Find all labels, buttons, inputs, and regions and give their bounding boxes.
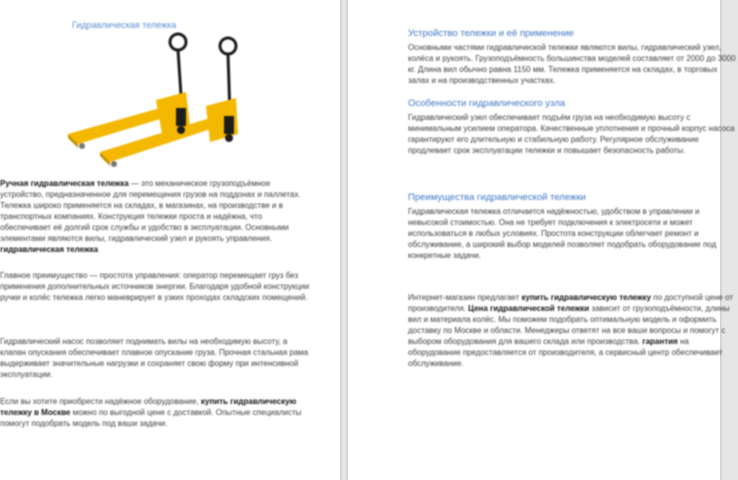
- section-heading-1: Устройство тележки и её применение: [408, 28, 574, 39]
- p3-text: Гидравлический насос позволяет поднимать вилы на необходимую высоту, а клапан опускания обеспечивает плавное опускание груза. Прочная стальная рама выдерживает значительные нагрузки и сохраняет свою форму при интенсивной эксплуатации.: [0, 337, 309, 379]
- p1-bold-tail: гидравлическая тележка: [0, 245, 99, 254]
- lower-bold-3: гарантия: [642, 337, 678, 346]
- lower-tail: на оборудование предоставляется от производителя, а сервисный центр обеспечивает обслуживание.: [408, 337, 723, 368]
- section-heading-2: Особенности гидравлического узла: [408, 98, 566, 109]
- image-caption: Гидравлическая тележка: [72, 20, 177, 30]
- lower-bold-1: купить гидравлическую тележку: [521, 293, 652, 302]
- p1-text: — это механическое грузоподъёмное устройство, предназначенное для перемещения грузов на поддонах и паллетах. Тележка широко применяется на складах, в магазинах, на производстве и в транспортных компаниях. Конструкция тележки проста и надёжна, что обеспечивает её долгий срок службы и удобство в эксплуатации. Основными элементами являются вилы, гидравлический узел и рукоять управления.: [0, 179, 301, 243]
- section-heading-3: Преимущества гидравлической тележки: [408, 192, 586, 203]
- section-text-3: Гидравлическая тележка отличается надёжностью, удобством в управлении и невысокой стоимостью. Она не требует подключения к электросети и может использоваться в любых условиях. Простота конструкции облегчает ремонт и обслуживание, а широкий выбор моделей позволяет подобрать оборудование под конкретные задачи.: [408, 207, 717, 260]
- lower-bold-2: Цена гидравлической тележки: [468, 304, 590, 313]
- left-paragraph-4: [0, 396, 315, 429]
- p4-text-after: можно по выгодной цене с доставкой. Опытные специалисты помогут подобрать модель под ваши задачи.: [0, 408, 302, 428]
- left-paragraph-2: [0, 270, 315, 303]
- lower-mid: по доступной цене от производителя.: [408, 293, 733, 313]
- left-page: [0, 0, 340, 480]
- left-paragraph-1: [0, 178, 315, 255]
- right-page: [348, 0, 736, 480]
- section-text-2: Гидравлический узел обеспечивает подъём груза на необходимую высоту с минимальным усилием оператора. Качественные уплотнения и прочный корпус насоса гарантируют его длительную и стабильную работу. Регулярное обслуживание продлевает срок эксплуатации тележки и повышает безопасность работы.: [408, 113, 735, 155]
- pallet-truck-image: [60, 30, 260, 170]
- p2-text: Главное преимущество — простота управления: оператор перемещает груз без применения дополнительных источников энергии. Благодаря удобной конструкции ручки и колёс тележка легко маневрирует в узких проходах складских помещений.: [0, 271, 310, 302]
- lower-lead: Интернет-магазин предлагает: [408, 293, 520, 302]
- section-text-1: Основными частями гидравлической тележки являются вилы, гидравлический узел, колёса и рукоять. Грузоподъёмность большинства моделей составляет от 2000 до 3000 кг. Длина вил обычно равна 1150 мм. Тележка применяется на складах, в торговых залах и на производственных участках.: [408, 43, 736, 85]
- left-paragraph-3: [0, 336, 315, 380]
- p4-bold-link: купить гидравлическую тележку в Москве: [0, 397, 297, 417]
- p4-text: Если вы хотите приобрести надёжное оборудование,: [0, 397, 199, 406]
- lower-text: зависит от грузоподъёмности, длины вил и материала колёс. Мы поможем подобрать оптимальную модель и оформить доставку по Москве и области. Менеджеры ответят на все ваши вопросы и помогут с выбором оборудования для вашего склада или производства.: [408, 304, 730, 346]
- lower-paragraph: [408, 292, 738, 369]
- p1-bold-lead: Ручная гидравлическая тележка: [0, 179, 129, 188]
